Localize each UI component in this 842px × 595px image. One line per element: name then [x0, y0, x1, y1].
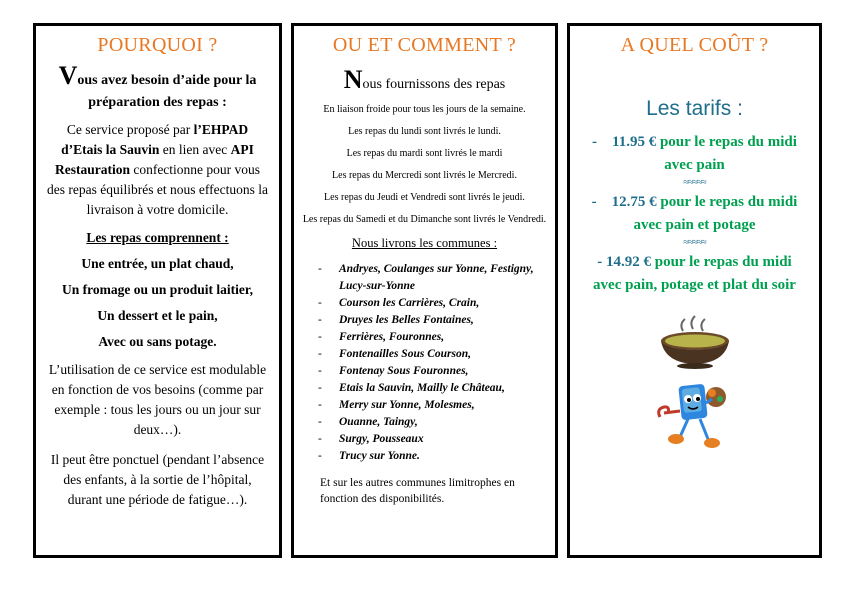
- modulable-text: L’utilisation de ce service est modulable en fonction de vos besoins (comme par exemple : tous les jours ou un jour sur deux…).: [48, 362, 267, 437]
- list-item: - Ferrières, Fouronnes,: [318, 329, 545, 346]
- list-item: - Fontenay Sous Fouronnes,: [318, 363, 545, 380]
- list-item: - Trucy sur Yonne.: [318, 448, 545, 465]
- list-item: - Andryes, Coulanges sur Yonne, Festigny, Lucy-sur-Yonne: [318, 261, 545, 295]
- intro-text: [44, 61, 271, 114]
- delivery-line: Les repas du Samedi et du Dimanche sont livrés le Vendredi.: [302, 214, 547, 225]
- panel-ou-et-comment: [291, 23, 558, 558]
- delivery-line: Les repas du mardi sont livrés le mardi: [346, 148, 503, 159]
- list-item: - Fontenailles Sous Courson,: [318, 346, 545, 363]
- intro-rest: ous avez besoin d’aide pour la préparation des repas :: [77, 73, 257, 110]
- ehpad-name: l’EHPAD d’Etais la Sauvin: [61, 122, 249, 157]
- price-amount: 14.92 €: [606, 254, 651, 270]
- panel-title: POURQUOI ?: [97, 34, 218, 56]
- intro-rest: ous fournissons des repas: [362, 77, 506, 92]
- service-text: confectionne pour vous des repas équilibrés et nous effectuons la livraison à votre domicile.: [47, 162, 268, 217]
- ponctuel-text: Il peut être ponctuel (pendant l’absence des enfants, à la sortie de l’hôpital, durant une période de fatigue…).: [50, 452, 265, 507]
- repas-item: Un dessert et le pain,: [97, 308, 218, 323]
- price-text: pour le repas du midi avec pain et potage: [633, 194, 798, 233]
- service-text: en lien avec: [159, 142, 231, 157]
- dropcap: N: [343, 65, 363, 94]
- repas-item: Un fromage ou un produit laitier,: [61, 282, 254, 297]
- price-item: [582, 191, 807, 237]
- repas-heading: Les repas comprennent :: [86, 230, 229, 245]
- dropcap: V: [58, 61, 78, 90]
- delivery-line: Les repas du Jeudi et Vendredi sont livrés le jeudi.: [324, 192, 525, 203]
- repas-item: Avec ou sans potage.: [98, 334, 217, 349]
- price-item: [582, 251, 807, 297]
- price-text: pour le repas du midi avec pain, potage et plat du soir: [593, 254, 796, 293]
- delivery-line: Les repas du Mercredi sont livrés le Mercredi.: [332, 170, 517, 181]
- wave-separator: ≈≈≈≈≈: [683, 237, 706, 248]
- panel-title: OU ET COMMENT ?: [332, 34, 517, 56]
- intro-text: [294, 65, 555, 95]
- soup-bowl-icon: [655, 311, 735, 371]
- service-text: Ce service proposé par: [66, 122, 194, 137]
- price-text: pour le repas du midi avec pain: [656, 134, 797, 173]
- list-item: - Ouanne, Taingy,: [318, 414, 545, 431]
- price-item: [582, 131, 807, 177]
- wave-separator: ≈≈≈≈≈: [683, 177, 706, 188]
- panel-pourquoi: [33, 23, 282, 558]
- communes-list: [294, 261, 555, 465]
- list-item: - Courson les Carrières, Crain,: [318, 295, 545, 312]
- price-bullet: -: [597, 254, 603, 270]
- price-bullet: -: [592, 134, 598, 150]
- list-item: - Druyes les Belles Fontaines,: [318, 312, 545, 329]
- communes-footer: Et sur les autres communes limitrophes en fonction des disponibilités.: [320, 477, 515, 505]
- communes-heading: Nous livrons les communes :: [351, 236, 498, 250]
- service-description: [46, 120, 269, 220]
- mascot-icon: [650, 377, 740, 455]
- panel-a-quel-cout: [567, 23, 822, 558]
- tarifs-title: Les tarifs :: [646, 97, 743, 120]
- price-amount: 12.75 €: [611, 194, 657, 210]
- list-item: - Merry sur Yonne, Molesmes,: [318, 397, 545, 414]
- delivery-line: Les repas du lundi sont livrés le lundi.: [348, 126, 501, 137]
- price-bullet: -: [591, 194, 597, 210]
- caterer-name: API Restauration: [54, 142, 254, 177]
- list-item: - Surgy, Pousseaux: [318, 431, 545, 448]
- repas-item: Une entrée, un plat chaud,: [81, 256, 234, 271]
- price-amount: 11.95 €: [612, 134, 657, 150]
- panel-title: A QUEL COÛT ?: [620, 34, 769, 56]
- list-item: - Etais la Sauvin, Mailly le Château,: [318, 380, 545, 397]
- delivery-line: En liaison froide pour tous les jours de la semaine.: [323, 104, 526, 115]
